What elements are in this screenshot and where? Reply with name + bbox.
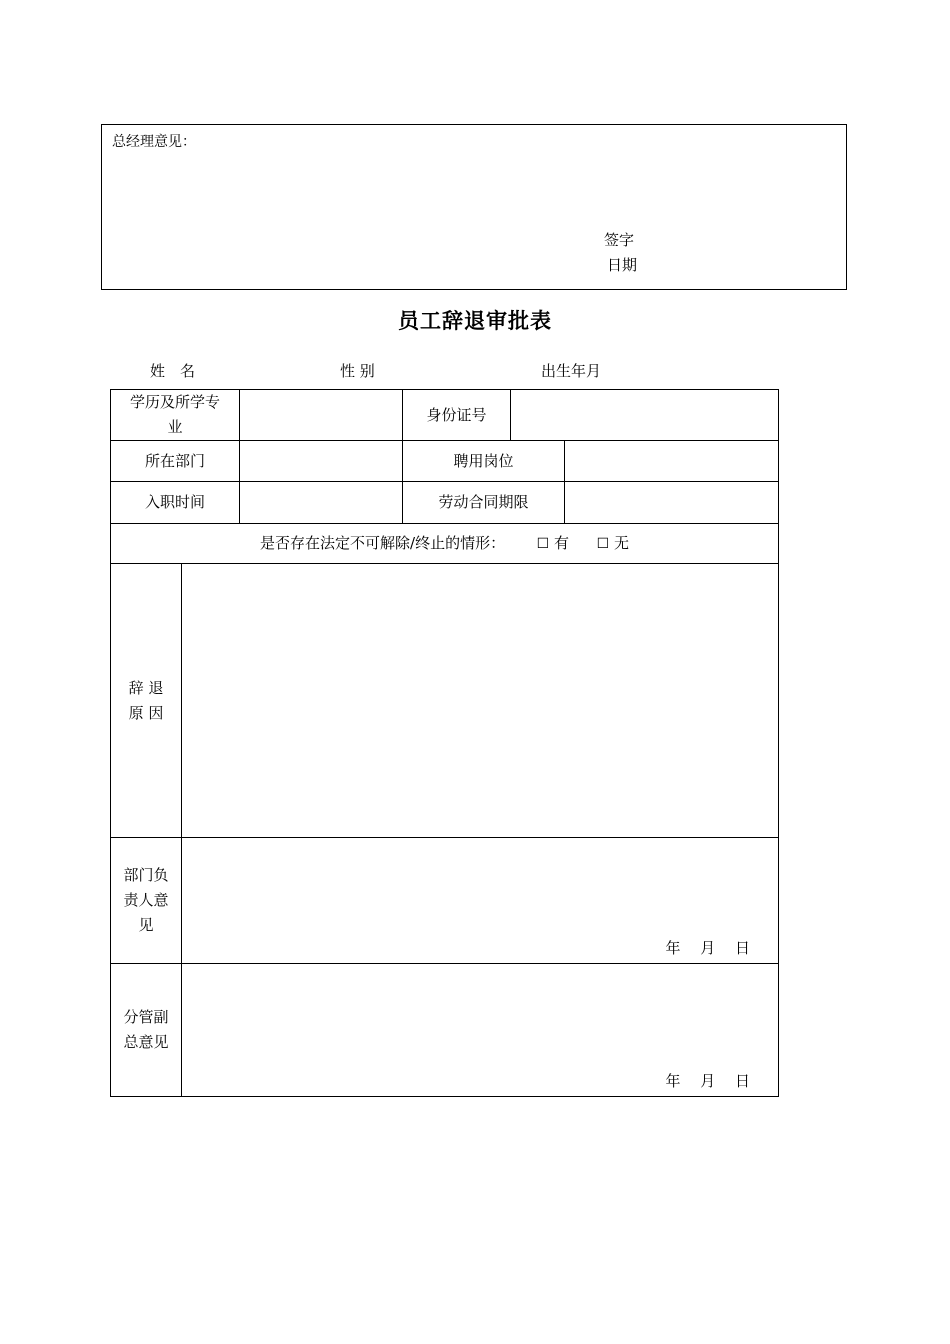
- entry-label-cell: [111, 482, 240, 524]
- option-yes-label: 有: [554, 533, 570, 552]
- checkbox-yes[interactable]: ☐: [536, 535, 550, 552]
- table-row: [111, 390, 779, 441]
- gm-opinion-label: 总经理意见：: [112, 134, 196, 150]
- dept-head-label-line1: 部门负: [123, 866, 169, 884]
- legal-question-cell: [111, 524, 779, 564]
- table-row: [111, 838, 779, 964]
- education-label-line2: 业: [167, 418, 183, 436]
- gm-sign-label: 签字: [604, 231, 635, 249]
- form-title: 员工辞退审批表: [398, 309, 552, 333]
- dept-head-label-line2: 责人意: [123, 891, 169, 909]
- birth-label: 出生年月: [541, 362, 602, 380]
- id-label-cell: [403, 390, 511, 441]
- education-label-line1: 学历及所学专: [130, 393, 221, 411]
- table-row: [111, 964, 779, 1097]
- vp-label-cell: [111, 964, 182, 1097]
- table-row: [111, 482, 779, 524]
- id-label: 身份证号: [426, 405, 487, 424]
- contract-label-cell: [403, 482, 565, 524]
- dept-label-cell: [111, 441, 240, 482]
- reason-label-cell: [111, 564, 182, 838]
- reason-label-line2: 原 因: [128, 703, 164, 722]
- table-row: [111, 441, 779, 482]
- checkbox-no[interactable]: ☐: [596, 535, 610, 552]
- vp-label-line2: 总意见: [123, 1033, 169, 1051]
- reason-field[interactable]: [182, 564, 779, 838]
- legal-question: 是否存在法定不可解除/终止的情形：: [260, 533, 506, 552]
- vp-label-line1: 分管副: [123, 1008, 169, 1026]
- education-field[interactable]: [240, 390, 403, 441]
- entry-field[interactable]: [240, 482, 403, 524]
- dismissal-form-table: [110, 389, 779, 1097]
- position-label: 聘用岗位: [453, 451, 514, 470]
- education-label-cell: [111, 390, 240, 441]
- dept-field[interactable]: [240, 441, 403, 482]
- dept-head-date: 年 月 日: [665, 939, 751, 957]
- dept-head-label-cell: [111, 838, 182, 964]
- dept-head-field[interactable]: [182, 838, 779, 964]
- dept-head-label-line3: 见: [138, 916, 154, 934]
- reason-label-line1: 辞 退: [128, 678, 164, 697]
- table-row: [111, 524, 779, 564]
- vp-date: 年 月 日: [665, 1072, 751, 1090]
- gm-date-label: 日期: [607, 256, 638, 274]
- option-no-label: 无: [613, 533, 629, 552]
- position-field[interactable]: [565, 441, 779, 482]
- entry-label: 入职时间: [145, 493, 206, 511]
- dept-label: 所在部门: [145, 451, 206, 470]
- table-row: [111, 564, 779, 838]
- gender-label: 性 别: [340, 362, 375, 380]
- contract-field[interactable]: [565, 482, 779, 524]
- position-label-cell: [403, 441, 565, 482]
- contract-label: 劳动合同期限: [438, 493, 529, 511]
- name-label: 姓 名: [150, 362, 196, 380]
- gm-opinion-box: [101, 124, 847, 290]
- vp-field[interactable]: [182, 964, 779, 1097]
- id-field[interactable]: [511, 390, 779, 441]
